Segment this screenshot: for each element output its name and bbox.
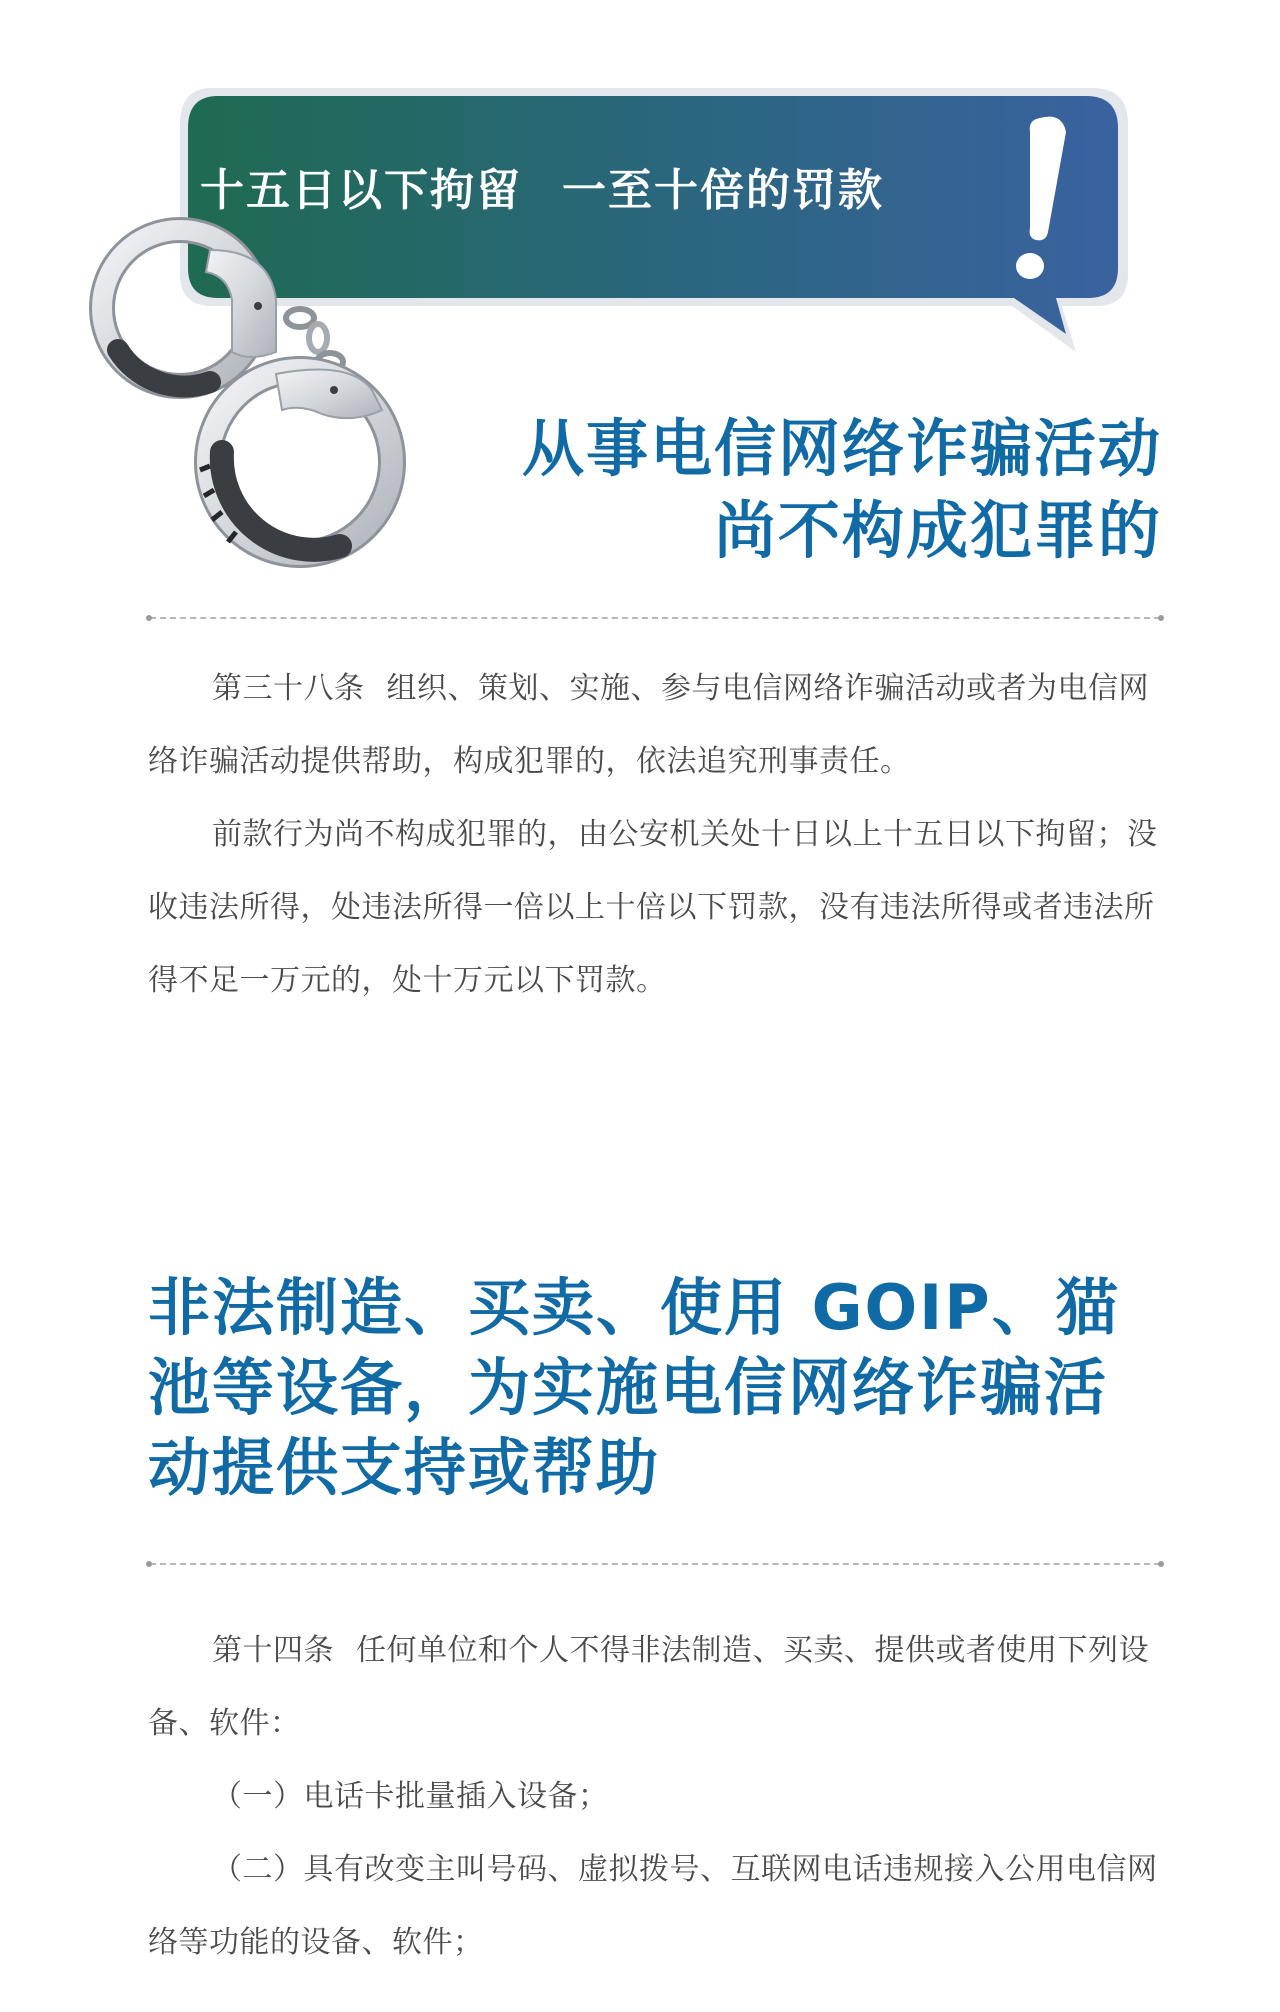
article-14-item2: （二）具有改变主叫号码、虚拟拨号、互联网电话违规接入公用电信网络等功能的设备、软件；: [148, 1852, 1158, 1960]
section1-article: [148, 652, 1162, 1017]
section1-headline: [362, 408, 1162, 572]
penalty-fine: 一至十倍的罚款: [562, 165, 884, 216]
section2-headline-line2: 池等设备，为实施电信网络诈骗活: [148, 1351, 1109, 1424]
section2-article: [148, 1614, 1162, 1979]
article-38-para2: 前款行为尚不构成犯罪的，由公安机关处十日以上十五日以下拘留；没收违法所得，处违法所得一倍以上十倍以下罚款，没有违法所得或者违法所得不足一万元的，处十万元以下罚款。: [148, 817, 1158, 998]
article-14-intro: 第十四条 任何单位和个人不得非法制造、买卖、提供或者使用下列设备、软件：: [148, 1633, 1149, 1741]
article-14-item1: （一）电话卡批量插入设备；: [212, 1779, 609, 1814]
article-number: 第三十八条: [212, 671, 365, 706]
article-number: 第十四条: [212, 1633, 334, 1668]
section1-headline-line1: 从事电信网络诈骗活动: [521, 412, 1162, 485]
penalty-detention: 十五日以下拘留: [200, 165, 522, 216]
section2-headline: [148, 1268, 1148, 1508]
dashed-divider: [150, 1563, 1160, 1565]
banner-penalty-text: [200, 160, 1020, 222]
dashed-divider: [150, 617, 1160, 619]
article-38-para1: 第三十八条 组织、策划、实施、参与电信网络诈骗活动或者为电信网络诈骗活动提供帮助，构成犯罪的，依法追究刑事责任。: [148, 671, 1149, 779]
section2-headline-line3: 动提供支持或帮助: [148, 1431, 661, 1504]
section1-headline-line2: 尚不构成犯罪的: [713, 494, 1162, 567]
section2-headline-line1: 非法制造、买卖、使用 GOIP、猫: [148, 1271, 1120, 1344]
